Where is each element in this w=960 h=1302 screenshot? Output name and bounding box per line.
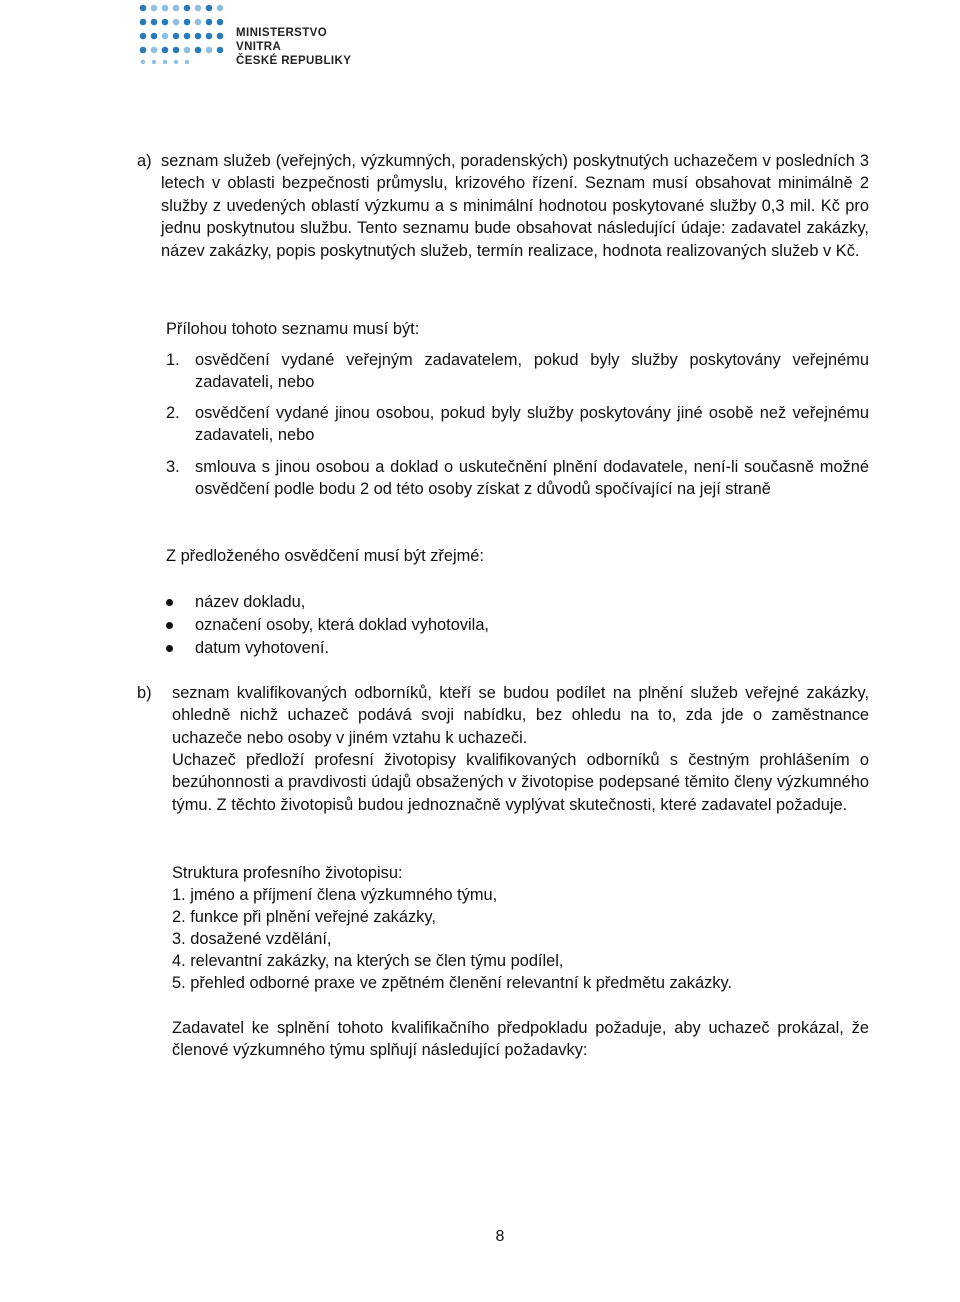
attachments-heading: Přílohou tohoto seznamu musí být:: [166, 320, 420, 338]
section-b-label: b): [137, 684, 152, 702]
attachment-2-number: 2.: [166, 404, 180, 422]
closing-paragraph: Zadavatel ke splnění tohoto kvalifikačního předpokladu požaduje, aby uchazeč prokázal, že členové výzkumného týmu splňují následující požadavky:: [172, 1019, 869, 1060]
structure-item-2: 2. funkce při plnění veřejné zakázky,: [172, 908, 436, 926]
logo-line-1: MINISTERSTVO VNITRA: [236, 27, 328, 53]
logo-text: [236, 26, 375, 68]
attachment-1-text: osvědčení vydané veřejným zadavatelem, pokud byly služby poskytovány veřejnému zadavateli, nebo: [195, 351, 869, 392]
bullet-icon: [166, 645, 173, 652]
bullet-item-2: označení osoby, která doklad vyhotovila,: [195, 616, 489, 634]
attachment-2-text: osvědčení vydané jinou osobou, pokud byly služby poskytovány jiné osobě než veřejnému zadavateli, nebo: [195, 404, 869, 445]
bullet-icon: [166, 599, 173, 606]
structure-item-4: 4. relevantní zakázky, na kterých se člen týmu podílel,: [172, 952, 564, 970]
attachment-1-number: 1.: [166, 351, 180, 369]
section-a-label: a): [137, 152, 152, 170]
section-b-text-2: Uchazeč předloží profesní životopisy kvalifikovaných odborníků s čestným prohlášením o bezúhonnosti a pravdivosti údajů obsažených v životopise podepsané těmito členy výzkumného týmu. Z těchto životopisů budou jednoznačně vyplývat skutečnosti, které zadavatel požaduje.: [172, 751, 869, 814]
ministry-logo: [135, 2, 375, 67]
structure-heading: Struktura profesního životopisu:: [172, 864, 403, 882]
structure-item-1: 1. jméno a příjmení člena výzkumného týmu,: [172, 886, 498, 904]
attachment-3-text: smlouva s jinou osobou a doklad o uskutečnění plnění dodavatele, není-li současně možné osvědčení podle bodu 2 od této osoby získat z důvodů spočívající na její straně: [195, 458, 869, 499]
bullet-icon: [166, 622, 173, 629]
dot-grid-logo-icon: [135, 2, 235, 64]
bullet-item-3: datum vyhotovení.: [195, 639, 329, 657]
bullet-item-1: název dokladu,: [195, 593, 306, 611]
structure-item-3: 3. dosažené vzdělání,: [172, 930, 332, 948]
page-number: 8: [495, 1228, 505, 1245]
attachment-3-number: 3.: [166, 458, 180, 476]
section-b-text-1: seznam kvalifikovaných odborníků, kteří se budou podílet na plnění služeb veřejné zakázky, ohledně nichž uchazeč podává svoji nabídku, bez ohledu na to, zda jde o zaměstnance uchazeče nebo osoby v jiném vztahu k uchazeči.: [172, 684, 869, 747]
logo-line-2: ČESKÉ REPUBLIKY: [236, 55, 352, 67]
structure-item-5: 5. přehled odborné praxe ve zpětném členění relevantní k předmětu zakázky.: [172, 974, 733, 992]
section-a-text: seznam služeb (veřejných, výzkumných, poradenských) poskytnutých uchazečem v posledních 3 letech v oblasti bezpečnosti průmyslu, krizového řízení. Seznam musí obsahovat minimálně 2 služby z uvedených oblastí výzkumu a s minimální hodnotou poskytované služby 0,3 mil. Kč pro jednu poskytnutou službu. Tento seznamu bude obsahovat následující údaje: zadavatel zakázky, název zakázky, popis poskytnutých služeb, termín realizace, hodnota realizovaných služeb v Kč.: [161, 152, 869, 260]
certificate-heading: Z předloženého osvědčení musí být zřejmé:: [166, 547, 484, 565]
